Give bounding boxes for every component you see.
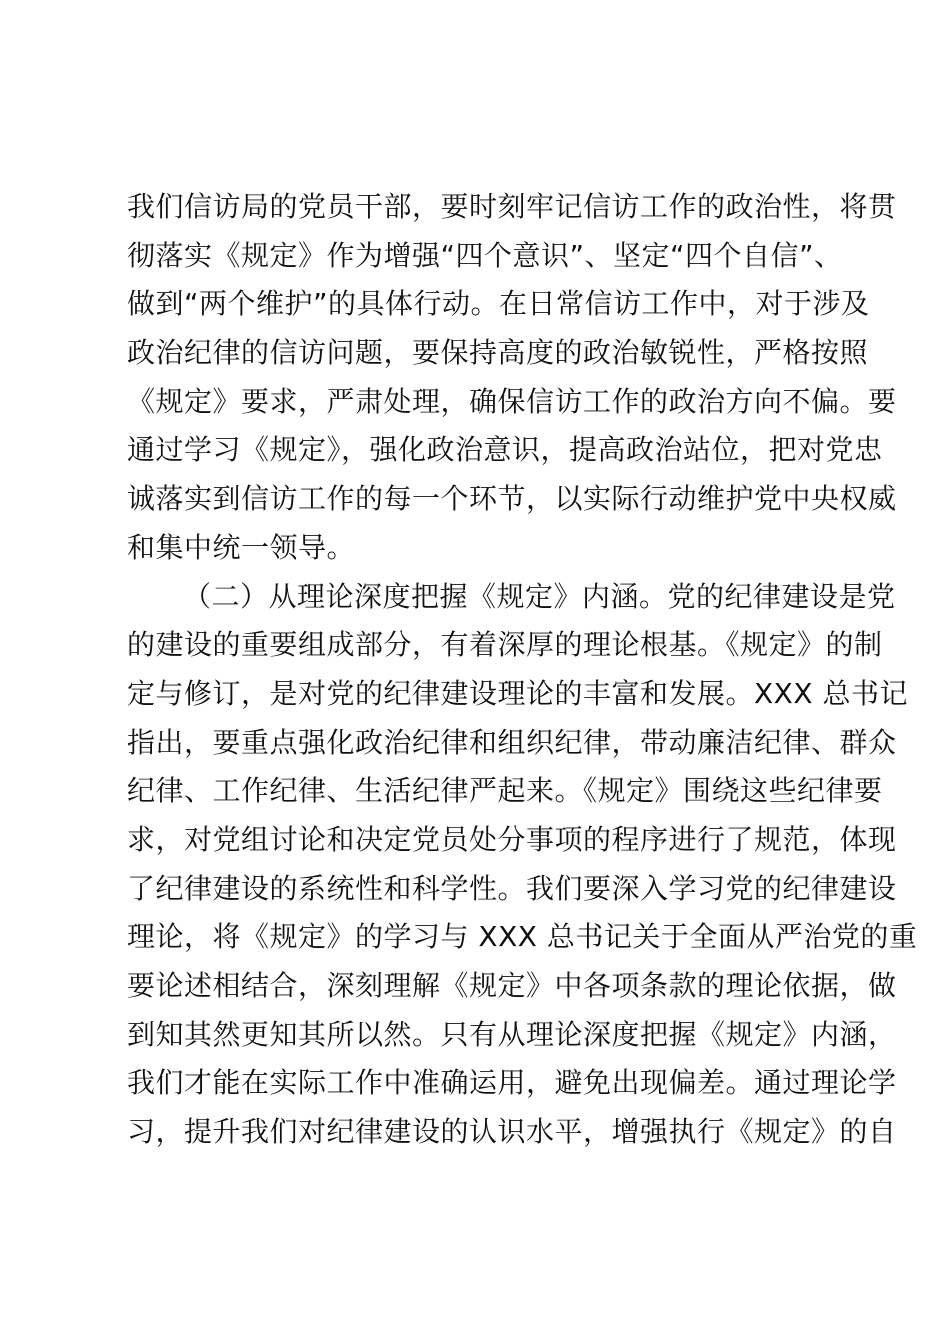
text-line: 求，对党组讨论和决定党员处分事项的程序进行了规范，体现 xyxy=(127,822,897,856)
text-line: 我们信访局的党员干部，要时刻牢记信访工作的政治性，将贯 xyxy=(127,190,897,223)
text-line: 理论，将《规定》的学习与 XXX 总书记关于全面从严治党的重 xyxy=(127,920,918,954)
text-line: 做到“两个维护”的具体行动。在日常信访工作中，对于涉及 xyxy=(127,287,870,321)
text-line: 通过学习《规定》，强化政治意识，提高政治站位，把对党忠 xyxy=(127,433,883,467)
text-line: 政治纪律的信访问题，要保持高度的政治敏锐性，严格按照 xyxy=(127,336,869,370)
text-line: 和集中统一领导。 xyxy=(127,530,356,564)
body-text xyxy=(127,183,918,1157)
section-heading-line: （二）从理论深度把握《规定》内涵。党的纪律建设是党 xyxy=(183,579,896,613)
text-line: 习，提升我们对纪律建设的认识水平，增强执行《规定》的自 xyxy=(127,1115,897,1149)
text-line: 要论述相结合，深刻理解《规定》中各项条款的理论依据，做 xyxy=(127,969,897,1002)
text-line: 彻落实《规定》作为增强“四个意识”、坚定“四个自信”、 xyxy=(127,238,843,272)
text-line: 纪律、工作纪律、生活纪律严起来。《规定》围绕这些纪律要 xyxy=(127,774,883,808)
text-line: 了纪律建设的系统性和科学性。我们要深入学习党的纪律建设 xyxy=(127,871,897,905)
text-line: 到知其然更知其所以然。只有从理论深度把握《规定》内涵， xyxy=(127,1017,897,1051)
text-line: 的建设的重要组成部分，有着深厚的理论根基。《规定》的制 xyxy=(127,628,883,662)
text-line: 我们才能在实际工作中准确运用，避免出现偏差。通过理论学 xyxy=(127,1066,897,1100)
text-line: 诚落实到信访工作的每一个环节，以实际行动维护党中央权威 xyxy=(127,482,897,516)
text-line: 指出，要重点强化政治纪律和组织纪律，带动廉洁纪律、群众 xyxy=(127,725,897,759)
text-line: 定与修订，是对党的纪律建设理论的丰富和发展。XXX 总书记 xyxy=(127,676,908,710)
text-line: 《规定》要求，严肃处理，确保信访工作的政治方向不偏。要 xyxy=(127,384,897,418)
